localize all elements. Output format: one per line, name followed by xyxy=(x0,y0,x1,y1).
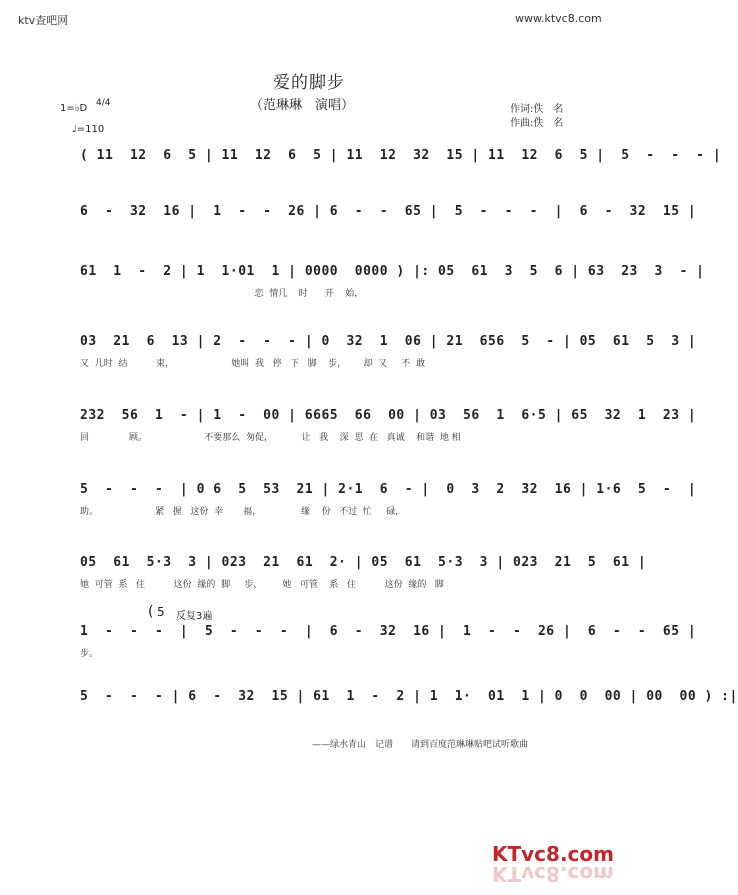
notation-line: 1 - - - | 5 - - - | 6 - 32 16 | 1 - - 26 | 6 - - 65 | xyxy=(80,624,697,639)
notation-line: 05 61 5·3 3 | 023 21 61 2· | 05 61 5·3 3 | 023 21 5 61 | xyxy=(80,555,647,570)
site-logo-reflection xyxy=(492,862,614,886)
time-signature: 4/4 xyxy=(96,98,111,108)
repeat-note: 反复3遍 xyxy=(176,611,213,622)
site-url-right[interactable]: www.ktvc8.com xyxy=(515,12,602,25)
logo-text: KTvc8.com xyxy=(492,842,614,866)
lyric-line: 回 顾。 不要那么 匆促， 让 我 深 思 在 真诚 和谐 地 相 xyxy=(80,433,461,443)
lyricist: 作词:佚 名 xyxy=(510,104,564,115)
repeat-bracket: ( xyxy=(148,604,154,620)
lyric-line: 助。 紧 握 这份 幸 福， 缘 份 不过 忙 碌， xyxy=(80,507,405,517)
notation-line: ( 11 12 6 5 | 11 12 6 5 | 11 12 32 15 | 11 12 6 5 | 5 - - - | xyxy=(80,148,722,163)
score-row xyxy=(80,624,697,670)
notation-line: 5 - - - | 6 - 32 15 | 61 1 - 2 | 1 1· 01 1 | 0 0 00 | 00 00 ) :| xyxy=(80,689,738,704)
notation-line: 232 56 1 - | 1 - 00 | 6665 66 00 | 03 56 1 6·5 | 65 32 1 23 | xyxy=(80,408,697,423)
score-row xyxy=(80,264,705,310)
key-signature: 1=♭D xyxy=(60,103,88,114)
lyric-line: 她 可管 系 住 这份 缘的 脚 步， 她 可管 系 住 这份 缘的 脚 xyxy=(80,580,444,590)
lyric-line: 恋 情几 时 开 始， xyxy=(80,289,364,299)
score-row xyxy=(80,408,697,454)
score-row xyxy=(80,555,647,601)
site-name-left: ktv查吧网 xyxy=(18,14,69,27)
tempo-marking: ♩=110 xyxy=(72,124,105,135)
notation-line: 03 21 6 13 | 2 - - - | 0 32 1 06 | 21 656 5 - | 05 61 5 3 | xyxy=(80,334,697,349)
score-row xyxy=(80,148,722,194)
notation-line: 5 - - - | 0 6 5 53 21 | 2·1 6 - | 0 3 2 32 16 | 1·6 5 - | xyxy=(80,482,697,497)
score-row xyxy=(80,482,697,528)
repeat-note-number: 5 xyxy=(157,605,165,619)
notation-line: 61 1 - 2 | 1 1·01 1 | 0000 0000 ) |: 05 61 3 5 6 | 63 23 3 - | xyxy=(80,264,705,279)
lyric-line: 又 几时 结 束， 她叫 我 停 下 脚 步， 却 又 不 敢 xyxy=(80,359,426,369)
score-row xyxy=(80,204,697,250)
song-subtitle: （范琳琳 演唱） xyxy=(250,98,355,113)
composer: 作曲:佚 名 xyxy=(510,118,564,129)
score-row xyxy=(80,334,697,380)
footer-credits: ——绿水青山 记谱 请到百度范琳琳贴吧试听歌曲 xyxy=(312,740,529,750)
logo-text-reflection: KTvc8.com xyxy=(492,862,614,886)
score-row xyxy=(80,689,738,735)
song-title: 爱的脚步 xyxy=(273,73,345,93)
notation-line: 6 - 32 16 | 1 - - 26 | 6 - - 65 | 5 - - - | 6 - 32 15 | xyxy=(80,204,697,219)
lyric-line: 步。 xyxy=(80,649,99,659)
